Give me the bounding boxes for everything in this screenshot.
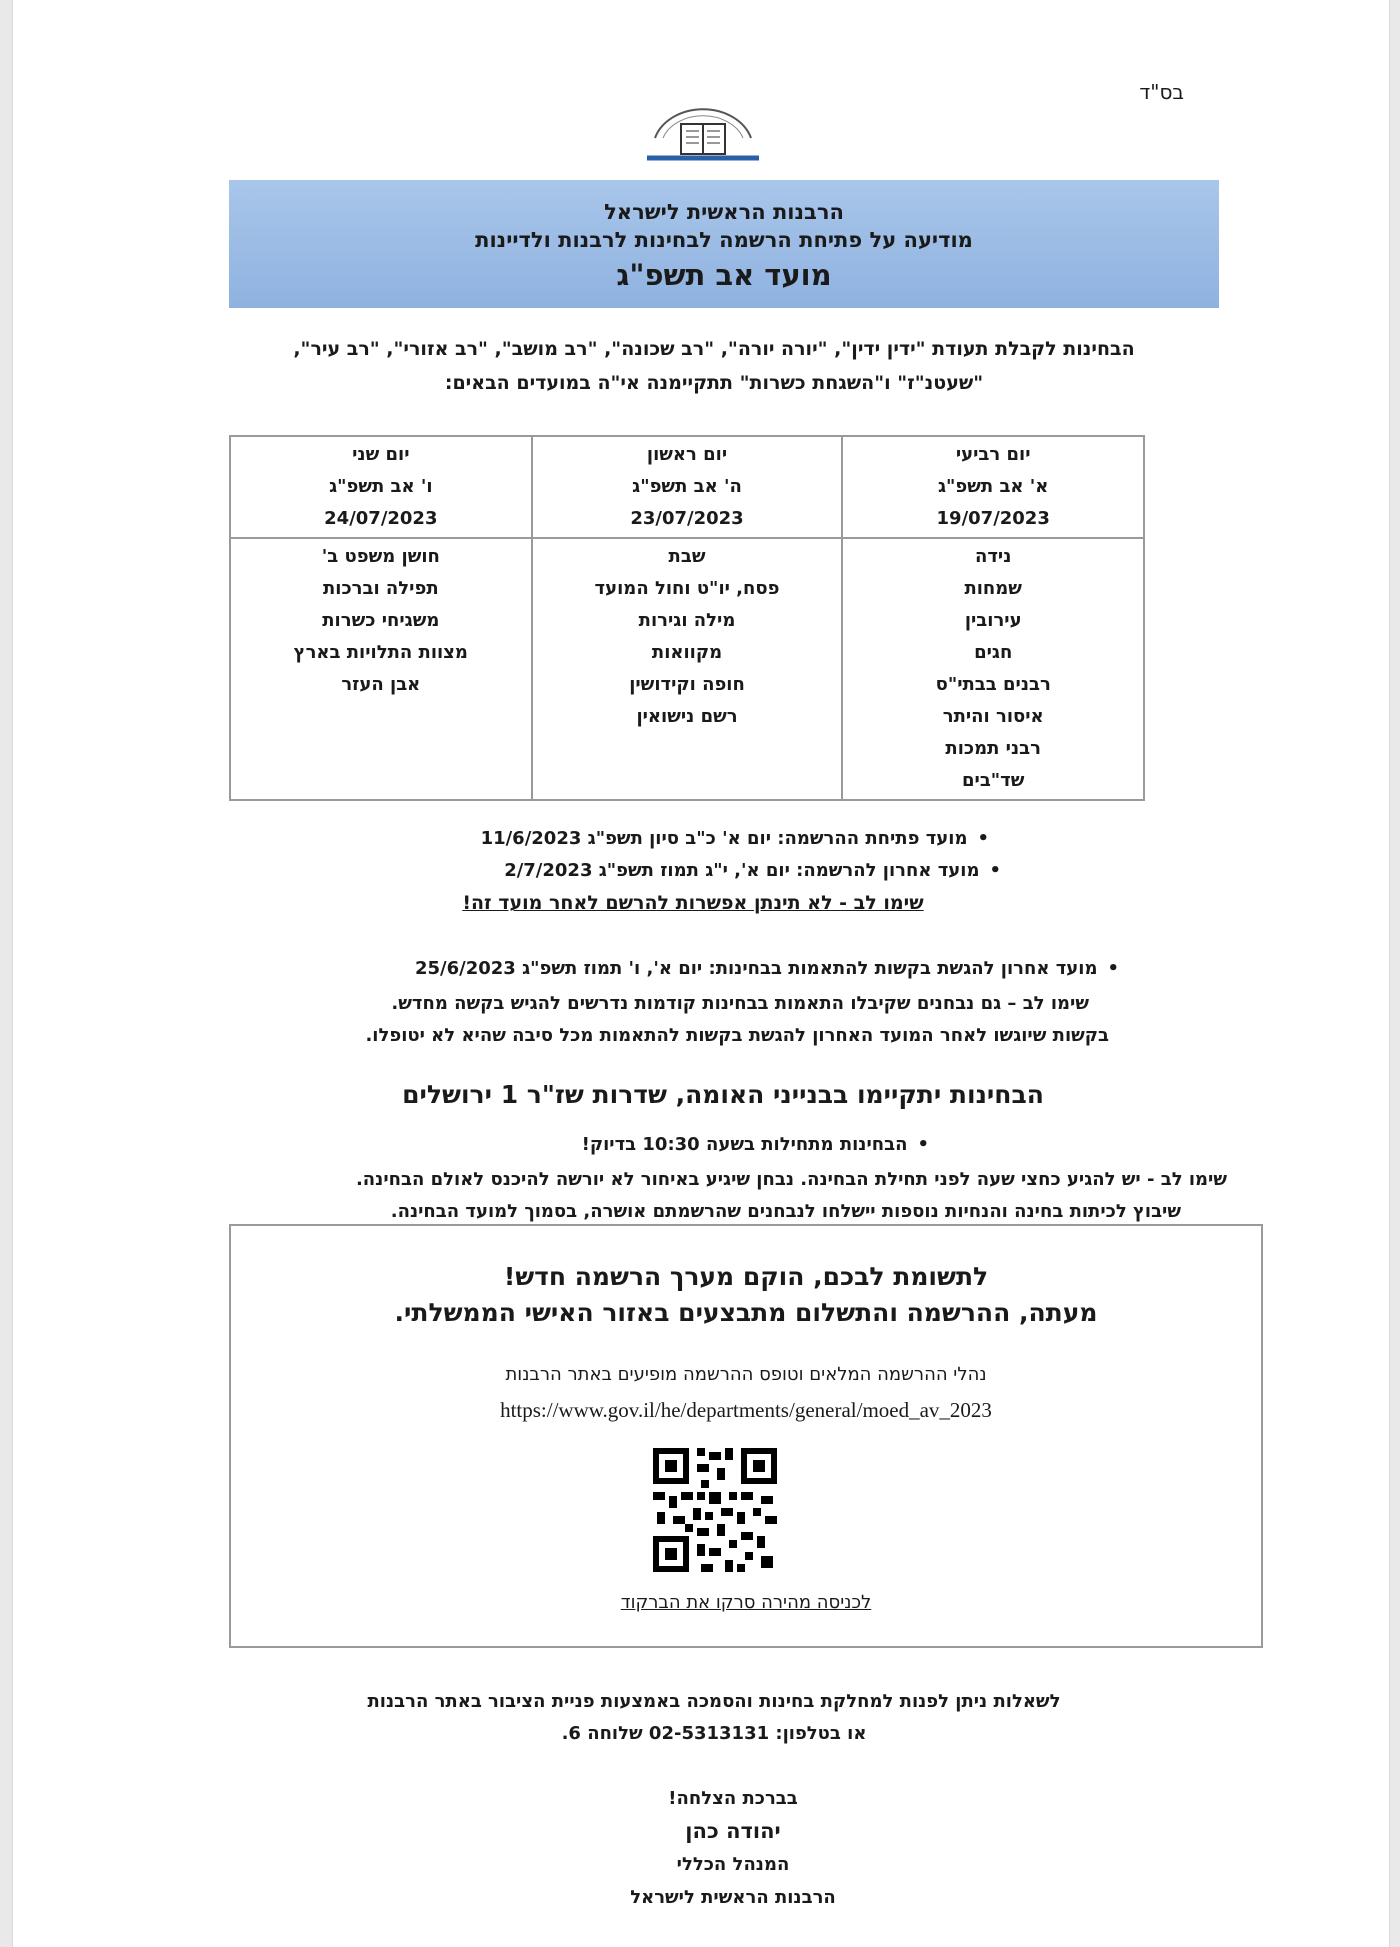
accommodations-deadline-text: מועד אחרון להגשת בקשות להתאמות בבחינות: יום א', ו' תמוז תשפ"ג 25/6/2023 [415, 958, 1098, 979]
subject-item: מקוואות [651, 642, 723, 663]
subject-item: מצוות התלויות בארץ [293, 642, 468, 663]
announcement-subtitle: מודיעה על פתיחת הרשמה לבחינות לרבנות ולדיינות [475, 228, 973, 252]
bullet-icon: • [917, 1134, 929, 1155]
subject-item: איסור והיתר [942, 706, 1044, 727]
subject-item: רבנים בבתי"ס [935, 674, 1051, 695]
subject-item: רבני תמכות [945, 738, 1041, 759]
document-page [12, 0, 1390, 1947]
arrival-note: שימו לב - יש להגיע כחצי שעה לפני תחילת הבחינה. נבחן שיגיע באיחור לא יורשה להיכנס לאולם הבחינה. [355, 1169, 1227, 1190]
qr-caption: לכניסה מהירה סרקו את הברקוד [620, 1592, 872, 1613]
registration-info-box [229, 1224, 1263, 1648]
subjects-cell [842, 538, 1144, 800]
bullet-icon: • [1107, 958, 1119, 979]
signatory-role: המנהל הכללי [676, 1854, 790, 1875]
exam-schedule-table [229, 435, 1145, 801]
registration-info-text: נהלי ההרשמה המלאים וטופס ההרשמה מופיעים באתר הרבנות [505, 1364, 987, 1385]
contact-line-1: לשאלות ניתן לפנות למחלקת בחינות והסמכה באמצעות פניית הציבור באתר הרבנות [367, 1691, 1061, 1712]
start-time-bullet [582, 1134, 929, 1155]
bullet-icon: • [989, 860, 1001, 881]
schedule-header-row [230, 436, 1144, 538]
org-name: הרבנות הראשית לישראל [604, 200, 844, 224]
schedule-day-cell [532, 436, 843, 538]
accommodations-bullet [415, 958, 1119, 979]
subjects-cell [532, 538, 843, 800]
gregorian-date: 23/07/2023 [630, 508, 744, 529]
intro-line-2: "שעטנ"ז" ו"השגחת כשרות" תתקיימנה אי"ה במועדים הבאים: [444, 372, 984, 394]
subject-item: מילה וגירות [638, 610, 736, 631]
registration-link[interactable]: https://www.gov.il/he/departments/general/moed_av_2023 [500, 1398, 992, 1422]
subjects-cell [230, 538, 532, 800]
subject-item: רשם נישואין [636, 706, 738, 727]
subject-item: שד"בים [961, 770, 1025, 791]
registration-open-bullet [481, 828, 989, 849]
bsd-mark: בס"ד [1139, 80, 1184, 104]
schedule-day-cell [842, 436, 1144, 538]
qr-code-icon[interactable] [649, 1444, 781, 1576]
gregorian-date: 19/07/2023 [936, 508, 1050, 529]
schedule-subjects-row [230, 538, 1144, 800]
subject-item: אבן העזר [341, 674, 421, 695]
signatory-name: יהודה כהן [685, 1819, 781, 1843]
intro-text [249, 332, 1179, 400]
registration-open-text: מועד פתיחת ההרשמה: יום א' כ"ב סיון תשפ"ג 11/6/2023 [480, 828, 968, 849]
bullet-icon: • [977, 828, 989, 849]
day-label: יום ראשון [646, 444, 728, 465]
day-label: יום שני [352, 444, 410, 465]
start-time-text: הבחינות מתחילות בשעה 10:30 בדיוק! [581, 1134, 908, 1155]
registration-last-bullet [504, 860, 1001, 881]
new-registration-subtitle: מעתה, ההרשמה והתשלום מתבצעים באזור האישי הממשלתי. [394, 1298, 1098, 1327]
hebrew-date: ו' אב תשפ"ג [329, 476, 433, 497]
accommodations-note: בקשות שיוגשו לאחר המועד האחרון להגשת בקשות להתאמות מכל סיבה שהיא לא יטופלו. [365, 1025, 1109, 1046]
subject-item: נידה [974, 546, 1012, 567]
subject-item: משגיחי כשרות [322, 610, 440, 631]
registration-warning: שימו לב - לא תינתן אפשרות להרשם לאחר מועד זה! [462, 892, 924, 914]
signature-block [533, 1782, 933, 1914]
subject-item: שמחות [964, 578, 1022, 599]
gregorian-date: 24/07/2023 [324, 508, 438, 529]
hebrew-date: א' אב תשפ"ג [937, 476, 1049, 497]
signatory-org: הרבנות הראשית לישראל [630, 1887, 836, 1908]
contact-info [249, 1686, 1179, 1750]
hebrew-date: ה' אב תשפ"ג [632, 476, 742, 497]
contact-line-2: או בטלפון: 02-5313131 שלוחה 6. [561, 1723, 867, 1744]
new-registration-title: לתשומת לבכם, הוקם מערך הרשמה חדש! [503, 1262, 989, 1291]
subject-item: פסח, יו"ט וחול המועד [594, 578, 780, 599]
intro-line-1: הבחינות לקבלת תעודת "ידין ידין", "יורה יורה", "רב שכונה", "רב מושב", "רב אזורי", "רב עיר", [293, 338, 1135, 360]
assignment-note: שיבוץ לכיתות בחינה והנחיות נוספות יישלחו לנבחנים שהרשמתם אושרה, בסמוך למועד הבחינה. [390, 1201, 1181, 1222]
subject-item: תפילה וברכות [323, 578, 439, 599]
accommodations-note: שימו לב – גם נבחנים שקיבלו התאמות בבחינות קודמות נדרשים להגיש בקשה מחדש. [391, 993, 1089, 1014]
day-label: יום רביעי [955, 444, 1031, 465]
subject-item: חגים [974, 642, 1013, 663]
subject-item: חושן משפט ב' [321, 546, 440, 567]
schedule-day-cell [230, 436, 532, 538]
page-title: מועד אב תשפ"ג [616, 258, 832, 292]
subject-item: עירובין [964, 610, 1022, 631]
subject-item: חופה וקידושין [629, 674, 745, 695]
header-banner [229, 180, 1219, 308]
signature-greeting: בברכת הצלחה! [668, 1788, 798, 1809]
registration-last-text: מועד אחרון להרשמה: יום א', י"ג תמוז תשפ"ג 2/7/2023 [504, 860, 980, 881]
subject-item: שבת [668, 546, 706, 567]
rabbinate-logo-icon [633, 98, 773, 168]
exam-location: הבחינות יתקיימו בבנייני האומה, שדרות שז"ר 1 ירושלים [402, 1080, 1044, 1109]
